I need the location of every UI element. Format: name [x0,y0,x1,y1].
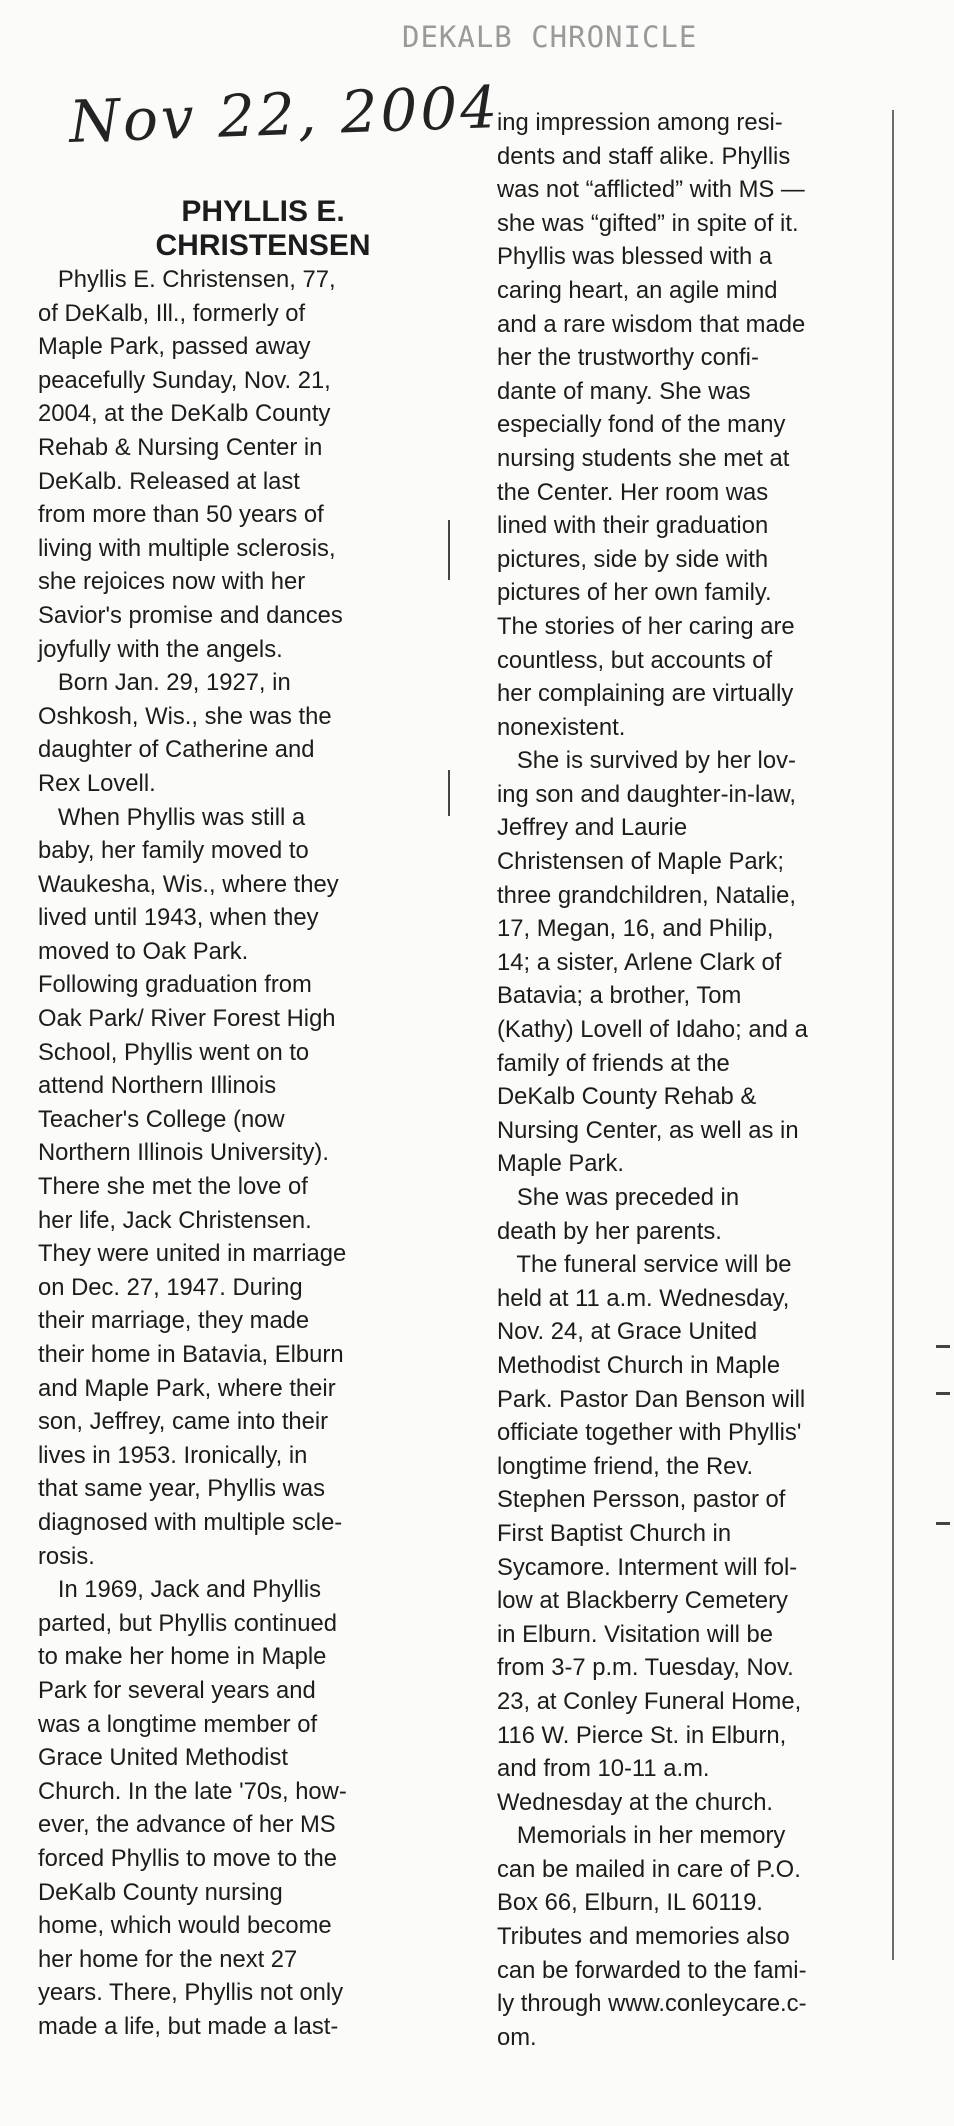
text-line: Northern Illinois University). [38,1139,329,1167]
masthead: DEKALB CHRONICLE [402,20,698,54]
text-line: om. [497,2023,537,2051]
right-column-body [497,106,887,2054]
text-line: countless, but accounts of [497,646,773,674]
text-line: made a life, but made a last- [38,2012,339,2040]
text-line: Nov. 24, at Grace United [497,1318,758,1346]
text-line: Stephen Persson, pastor of [497,1486,786,1514]
text-line: Maple Park. [497,1150,624,1178]
text-line: dents and staff alike. Phyllis [497,142,791,170]
text-line: 14; a sister, Arlene Clark of [497,948,782,976]
article-left-column [38,195,458,2043]
handwritten-date: Nov 22, 2004 [68,72,502,156]
text-line: School, Phyllis went on to [38,1038,310,1066]
text-line: Church. In the late '70s, how- [38,1777,347,1805]
text-line: When Phyllis was still a [38,803,306,831]
text-line: caring heart, an agile mind [497,276,778,304]
text-line: forced Phyllis to move to the [38,1844,337,1872]
text-line: Methodist Church in Maple [497,1351,781,1379]
text-line: Grace United Methodist [38,1744,288,1772]
text-line: to make her home in Maple [38,1643,327,1671]
text-line: from 3-7 p.m. Tuesday, Nov. [497,1654,794,1682]
right-edge-rule [892,110,894,1960]
text-line: she was “gifted” in spite of it. [497,209,799,237]
text-line: nonexistent. [497,713,626,741]
text-line: on Dec. 27, 1947. During [38,1273,303,1301]
text-line: pictures of her own family. [497,579,772,607]
text-line: diagnosed with multiple scle- [38,1508,343,1536]
text-line: lived until 1943, when they [38,904,319,932]
text-line: lives in 1953. Ironically, in [38,1441,308,1469]
text-line: Oshkosh, Wis., she was the [38,702,332,730]
text-line: Following graduation from [38,971,312,999]
text-line: She is survived by her lov- [497,747,796,775]
text-line: Jeffrey and Laurie [497,814,688,842]
text-line: attend Northern Illinois [38,1072,277,1100]
text-line: ever, the advance of her MS [38,1811,336,1839]
text-line: (Kathy) Lovell of Idaho; and a [497,1016,808,1044]
text-line: The stories of her caring are [497,612,795,640]
headline-line: CHRISTENSEN [155,229,371,262]
text-line: There she met the love of [38,1173,308,1201]
text-line: pictures, side by side with [497,545,769,573]
text-line: 17, Megan, 16, and Philip, [497,915,774,943]
text-line: Tributes and memories also [497,1923,790,1951]
text-line: home, which would become [38,1912,332,1940]
text-line: 2004, at the DeKalb County [38,400,331,428]
text-line: The funeral service will be [497,1251,792,1279]
text-line: low at Blackberry Cemetery [497,1587,788,1615]
text-line: she rejoices now with her [38,568,306,596]
text-line: Rehab & Nursing Center in [38,433,323,461]
text-line: longtime friend, the Rev. [497,1452,754,1480]
left-column-body [38,263,458,2043]
text-line: her home for the next 27 [38,1945,298,1973]
text-line: Phyllis E. Christensen, 77, [38,266,336,293]
text-line: Born Jan. 29, 1927, in [38,669,291,697]
text-line: Waukesha, Wis., where they [38,870,339,898]
text-line: First Baptist Church in [497,1519,732,1547]
text-line: parted, but Phyllis continued [38,1609,337,1637]
text-line: was a longtime member of [38,1710,318,1738]
text-line: from more than 50 years of [38,501,324,529]
text-line: DeKalb County nursing [38,1878,283,1906]
text-line: In 1969, Jack and Phyllis [38,1576,322,1604]
text-line: lined with their graduation [497,512,769,540]
edge-fragment [936,1345,950,1348]
text-line: 116 W. Pierce St. in Elburn, [497,1721,787,1749]
text-line: years. There, Phyllis not only [38,1979,344,2007]
text-line: was not “afflicted” with MS — [497,176,805,204]
text-line: of DeKalb, Ill., formerly of [38,299,306,327]
text-line: Park for several years and [38,1676,316,1704]
text-line: Oak Park/ River Forest High [38,1005,336,1033]
text-line: her complaining are virtually [497,680,794,708]
text-line: dante of many. She was [497,377,751,405]
text-line: DeKalb County Rehab & [497,1083,757,1111]
text-line: son, Jeffrey, came into their [38,1408,329,1436]
text-line: ing impression among resi- [497,109,783,136]
text-line: Teacher's College (now [38,1105,285,1133]
text-line: Wednesday at the church. [497,1788,774,1816]
text-line: joyfully with the angels. [38,635,283,663]
text-line: held at 11 a.m. Wednesday, [497,1284,790,1312]
text-line: Phyllis was blessed with a [497,243,773,271]
text-line: Park. Pastor Dan Benson will [497,1385,806,1413]
text-line: She was preceded in [497,1184,740,1211]
text-line: rosis. [38,1542,95,1570]
text-line: and a rare wisdom that made [497,310,806,338]
text-line: the Center. Her room was [497,478,769,506]
text-line: Rex Lovell. [38,769,156,797]
text-line: baby, her family moved to [38,837,309,865]
text-line: her the trustworthy confi- [497,344,759,372]
text-line: ly through www.conleycare.c- [497,1990,807,2018]
text-line: Sycamore. Interment will fol- [497,1553,798,1581]
text-line: moved to Oak Park. [38,937,249,965]
obituary-headline [38,195,458,263]
text-line: 23, at Conley Funeral Home, [497,1687,802,1715]
text-line: daughter of Catherine and [38,736,315,764]
text-line: her life, Jack Christensen. [38,1206,312,1234]
text-line: especially fond of the many [497,411,786,439]
text-line: can be forwarded to the fami- [497,1956,807,1984]
text-line: Box 66, Elburn, IL 60119. [497,1889,763,1917]
text-line: family of friends at the [497,1049,730,1077]
text-line: They were united in marriage [38,1240,347,1268]
text-line: death by her parents. [497,1217,722,1245]
text-line: Christensen of Maple Park; [497,848,785,876]
edge-fragment [936,1392,950,1395]
text-line: their home in Batavia, Elburn [38,1341,344,1368]
text-line: and from 10-11 a.m. [497,1755,710,1783]
article-right-column [497,106,887,2054]
text-line: three grandchildren, Natalie, [497,881,796,909]
text-line: peacefully Sunday, Nov. 21, [38,366,331,394]
text-line: Nursing Center, as well as in [497,1116,799,1144]
text-line: DeKalb. Released at last [38,467,300,495]
text-line: Maple Park, passed away [38,333,311,361]
edge-fragment [936,1522,950,1525]
text-line: Batavia; a brother, Tom [497,982,742,1010]
text-line: that same year, Phyllis was [38,1475,326,1503]
text-line: their marriage, they made [38,1307,310,1335]
text-line: and Maple Park, where their [38,1374,336,1402]
text-line: Savior's promise and dances [38,601,343,629]
text-line: living with multiple sclerosis, [38,534,336,562]
text-line: can be mailed in care of P.O. [497,1855,801,1883]
text-line: Memorials in her memory [497,1822,786,1850]
text-line: officiate together with Phyllis' [497,1419,802,1447]
text-line: ing son and daughter-in-law, [497,780,796,808]
text-line: nursing students she met at [497,444,790,472]
headline-line: PHYLLIS E. [181,195,345,228]
text-line: in Elburn. Visitation will be [497,1620,774,1648]
